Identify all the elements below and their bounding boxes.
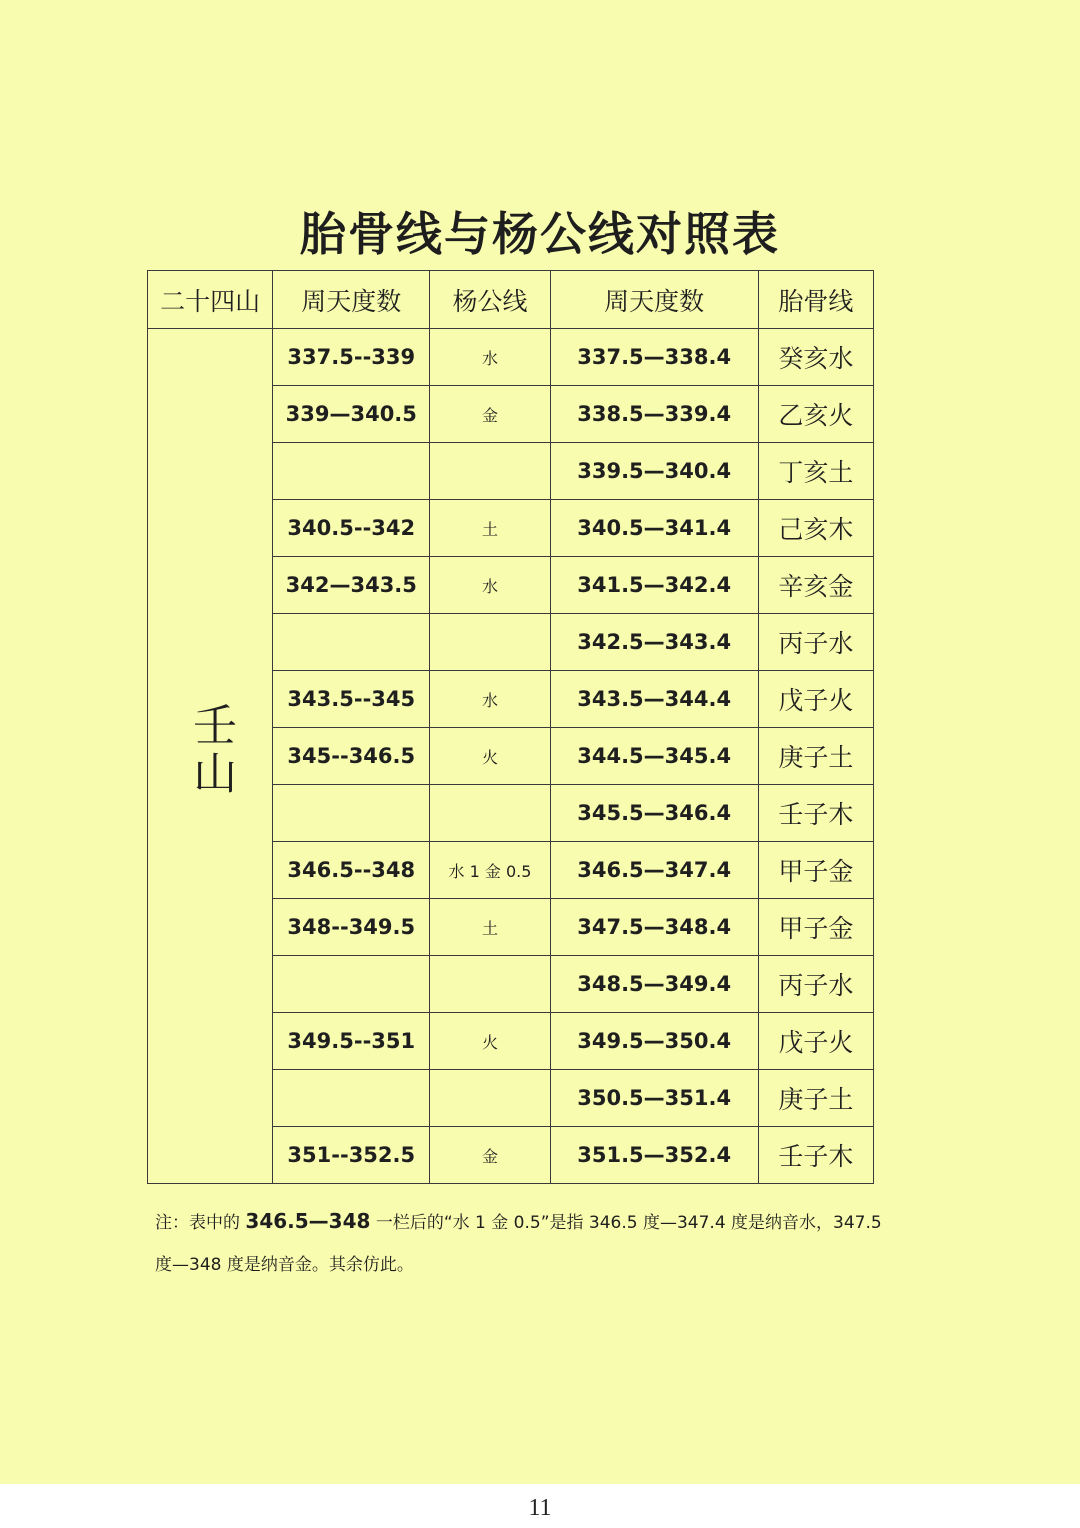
yanggong-cell bbox=[430, 785, 550, 842]
taigu-cell: 甲子金 bbox=[758, 842, 873, 899]
header-row bbox=[148, 271, 874, 329]
degree-range-cell: 346.5--348 bbox=[273, 842, 430, 899]
degree-range-2-cell: 347.5—348.4 bbox=[550, 899, 758, 956]
yanggong-cell: 水 1 金 0.5 bbox=[430, 842, 550, 899]
degree-range-cell bbox=[273, 443, 430, 500]
degree-range-2-cell: 337.5—338.4 bbox=[550, 329, 758, 386]
degree-range-cell: 348--349.5 bbox=[273, 899, 430, 956]
degree-range-2-cell: 348.5—349.4 bbox=[550, 956, 758, 1013]
degree-range-cell: 342—343.5 bbox=[273, 557, 430, 614]
degree-range-cell bbox=[273, 956, 430, 1013]
yanggong-cell: 水 bbox=[430, 671, 550, 728]
taigu-cell: 丙子水 bbox=[758, 956, 873, 1013]
degree-range-cell: 345--346.5 bbox=[273, 728, 430, 785]
header-yanggong-line: 杨公线 bbox=[430, 271, 550, 329]
comparison-table bbox=[147, 270, 874, 1184]
taigu-cell: 癸亥水 bbox=[758, 329, 873, 386]
taigu-cell: 戊子火 bbox=[758, 1013, 873, 1070]
note-line2: 度—348 度是纳音金。其余仿此。 bbox=[155, 1255, 414, 1275]
header-taigu-line: 胎骨线 bbox=[758, 271, 873, 329]
table-title: 胎骨线与杨公线对照表 bbox=[300, 207, 780, 261]
yanggong-cell: 金 bbox=[430, 1127, 550, 1184]
yanggong-cell: 水 bbox=[430, 557, 550, 614]
degree-range-2-cell: 338.5—339.4 bbox=[550, 386, 758, 443]
yanggong-cell bbox=[430, 1070, 550, 1127]
degree-range-2-cell: 350.5—351.4 bbox=[550, 1070, 758, 1127]
taigu-cell: 丙子水 bbox=[758, 614, 873, 671]
degree-range-cell: 343.5--345 bbox=[273, 671, 430, 728]
degree-range-2-cell: 344.5—345.4 bbox=[550, 728, 758, 785]
taigu-cell: 乙亥火 bbox=[758, 386, 873, 443]
degree-range-2-cell: 351.5—352.4 bbox=[550, 1127, 758, 1184]
yanggong-cell: 金 bbox=[430, 386, 550, 443]
degree-range-2-cell: 340.5—341.4 bbox=[550, 500, 758, 557]
note-middle: 一栏后的“水 1 金 0.5”是指 346.5 度—347.4 度是纳音水，347.5 bbox=[375, 1213, 882, 1233]
taigu-cell: 丁亥土 bbox=[758, 443, 873, 500]
degree-range-2-cell: 349.5—350.4 bbox=[550, 1013, 758, 1070]
degree-range-2-cell: 343.5—344.4 bbox=[550, 671, 758, 728]
taigu-cell: 辛亥金 bbox=[758, 557, 873, 614]
degree-range-cell: 351--352.5 bbox=[273, 1127, 430, 1184]
degree-range-cell: 349.5--351 bbox=[273, 1013, 430, 1070]
header-degrees-2: 周天度数 bbox=[550, 271, 758, 329]
taigu-cell: 庚子土 bbox=[758, 728, 873, 785]
yanggong-cell bbox=[430, 956, 550, 1013]
degree-range-2-cell: 339.5—340.4 bbox=[550, 443, 758, 500]
taigu-cell: 己亥木 bbox=[758, 500, 873, 557]
yanggong-cell: 火 bbox=[430, 728, 550, 785]
degree-range-cell bbox=[273, 614, 430, 671]
yanggong-cell: 土 bbox=[430, 500, 550, 557]
footnote bbox=[155, 1200, 925, 1286]
yanggong-cell bbox=[430, 443, 550, 500]
yanggong-cell: 水 bbox=[430, 329, 550, 386]
taigu-cell: 甲子金 bbox=[758, 899, 873, 956]
mountain-cell bbox=[148, 329, 273, 1184]
degree-range-cell bbox=[273, 785, 430, 842]
degree-range-cell: 339—340.5 bbox=[273, 386, 430, 443]
mountain-label: 壬山 bbox=[185, 702, 237, 798]
taigu-cell: 壬子木 bbox=[758, 1127, 873, 1184]
yanggong-cell: 火 bbox=[430, 1013, 550, 1070]
degree-range-2-cell: 341.5—342.4 bbox=[550, 557, 758, 614]
degree-range-2-cell: 345.5—346.4 bbox=[550, 785, 758, 842]
header-mountains: 二十四山 bbox=[148, 271, 273, 329]
degree-range-cell: 340.5--342 bbox=[273, 500, 430, 557]
taigu-cell: 庚子土 bbox=[758, 1070, 873, 1127]
table-body bbox=[148, 329, 874, 1184]
yanggong-cell: 土 bbox=[430, 899, 550, 956]
degree-range-2-cell: 342.5—343.4 bbox=[550, 614, 758, 671]
taigu-cell: 壬子木 bbox=[758, 785, 873, 842]
degree-range-2-cell: 346.5—347.4 bbox=[550, 842, 758, 899]
note-prefix: 注：表中的 bbox=[155, 1213, 240, 1233]
degree-range-cell: 337.5--339 bbox=[273, 329, 430, 386]
page-number: 11 bbox=[528, 1495, 552, 1521]
table-row bbox=[148, 329, 874, 386]
note-range: 346.5—348 bbox=[245, 1209, 371, 1233]
degree-range-cell bbox=[273, 1070, 430, 1127]
taigu-cell: 戊子火 bbox=[758, 671, 873, 728]
header-degrees: 周天度数 bbox=[273, 271, 430, 329]
yanggong-cell bbox=[430, 614, 550, 671]
